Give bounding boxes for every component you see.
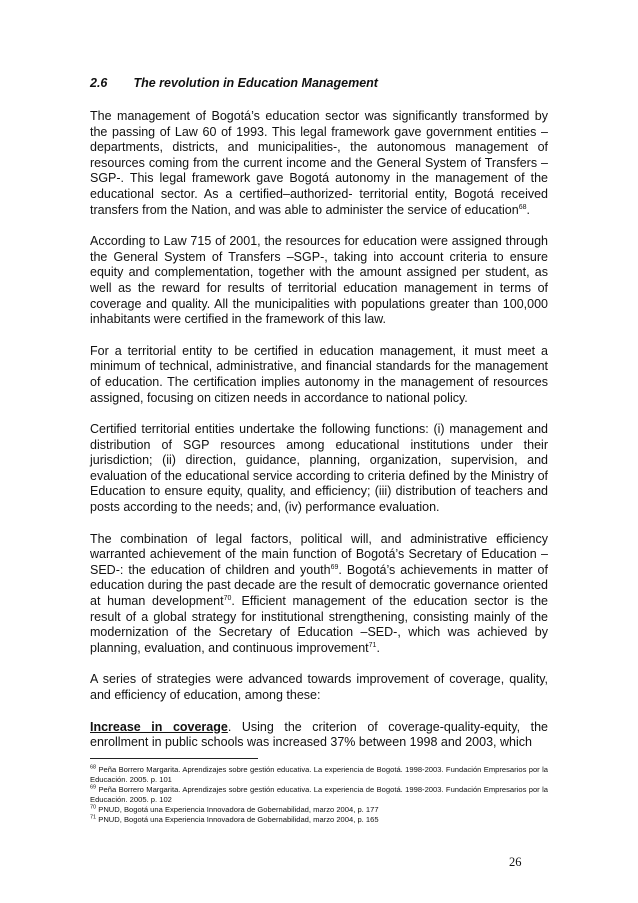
- paragraph-law-60: The management of Bogotá’s education sector was significantly transformed by the passing of Law 60 of 1993. This legal framework gave government entities – departments, districts, and municipalities-, the autonomous management of resources coming from the current income and the General System of Transfers –SGP-. This legal framework gave Bogotá autonomy in the management of the educational sector. As a certified–authorized- territorial entity, Bogotá received transfers from the Nation, and was able to administer the service of education$^{68}$.: [90, 109, 548, 217]
- footnote-ref-70: 70: [223, 594, 232, 602]
- paragraph-combination: The combination of legal factors, political will, and administrative efficiency warranted achievement of the main function of Bogotá’s Secretary of Education –SED-: the education of children and youth$^{69}$. Bogotá’s achievements in matter of education during the past decade are the result of democratic governance oriented at human development$^{70}$. Efficient management of the education sector is the result of a global strategy for institutional strengthening, consisting mainly of the modernization of the Secretary of Education –SED-, which was achieved by planning, evaluation, and continuous improvement$^{71}$.: [90, 531, 548, 655]
- paragraph-functions: Certified territorial entities undertake the following functions: (i) management and distribution of SGP resources among educational institutions under their jurisdiction; (ii) direction, guidance, planning, organization, supervision, and evaluation of the educational service according to criteria defined by the Ministry of Education to ensure equity, quality, and efficiency; (iii) distribution of teachers and posts according to the needs; and, (iv) performance evaluation.: [90, 422, 548, 515]
- footnote-71: $^{71}$ PNUD, Bogotá una Experiencia Innovadora de Gobernabilidad, marzo 2004, p. 165: [90, 814, 379, 824]
- footnote-ref-69: 69: [330, 563, 339, 571]
- coverage-lead: Increase in coverage: [90, 719, 228, 734]
- footnote-ref-71: 71: [368, 641, 377, 649]
- section-number: 2.6: [90, 76, 108, 90]
- page-number: 26: [509, 855, 522, 869]
- footnote-separator: [90, 758, 258, 759]
- footnote-69: $^{69}$ Peña Borrero Margarita. Aprendizajes sobre gestión educativa. La experiencia de Bogotá. 1998-2003. Fundación Empresarios por la Educación. 2005. p. 102: [90, 784, 548, 804]
- document-body: [90, 109, 548, 767]
- paragraph-certification: For a territorial entity to be certified in education management, it must meet a minimum of technical, administrative, and financial standards for the management of education. The certification implies autonomy in the management of resources assigned, focusing on citizen needs in accordance to national policy.: [90, 343, 548, 405]
- paragraph-strategies: A series of strategies were advanced towards improvement of coverage, quality, and efficiency of education, among these:: [90, 672, 548, 702]
- paragraph-law-715: According to Law 715 of 2001, the resources for education were assigned through the General System of Transfers –SGP-, taking into account criteria to ensure equity and complementation, together with the amount assigned per student, as well as the reward for results of territorial education management in terms of coverage and quality. All the municipalities with populations greater than 100,000 inhabitants were certified in the framework of this law.: [90, 234, 548, 327]
- footnote-68: $^{68}$ Peña Borrero Margarita. Aprendizajes sobre gestión educativa. La experiencia de Bogotá. 1998-2003. Fundación Empresarios por la Educación. 2005. p. 101: [90, 764, 548, 784]
- footnote-70: $^{70}$ PNUD, Bogotá una Experiencia Innovadora de Gobernabilidad, marzo 2004, p. 177: [90, 804, 379, 814]
- footnote-ref-68: 68: [518, 203, 527, 211]
- section-title: The revolution in Education Management: [133, 76, 378, 90]
- footnotes: [90, 765, 548, 825]
- paragraph-coverage: Increase in coverage. Using the criterion of coverage-quality-equity, the enrollment in public schools was increased 37% between 1998 and 2003, which: [90, 719, 548, 750]
- section-heading: [90, 76, 378, 90]
